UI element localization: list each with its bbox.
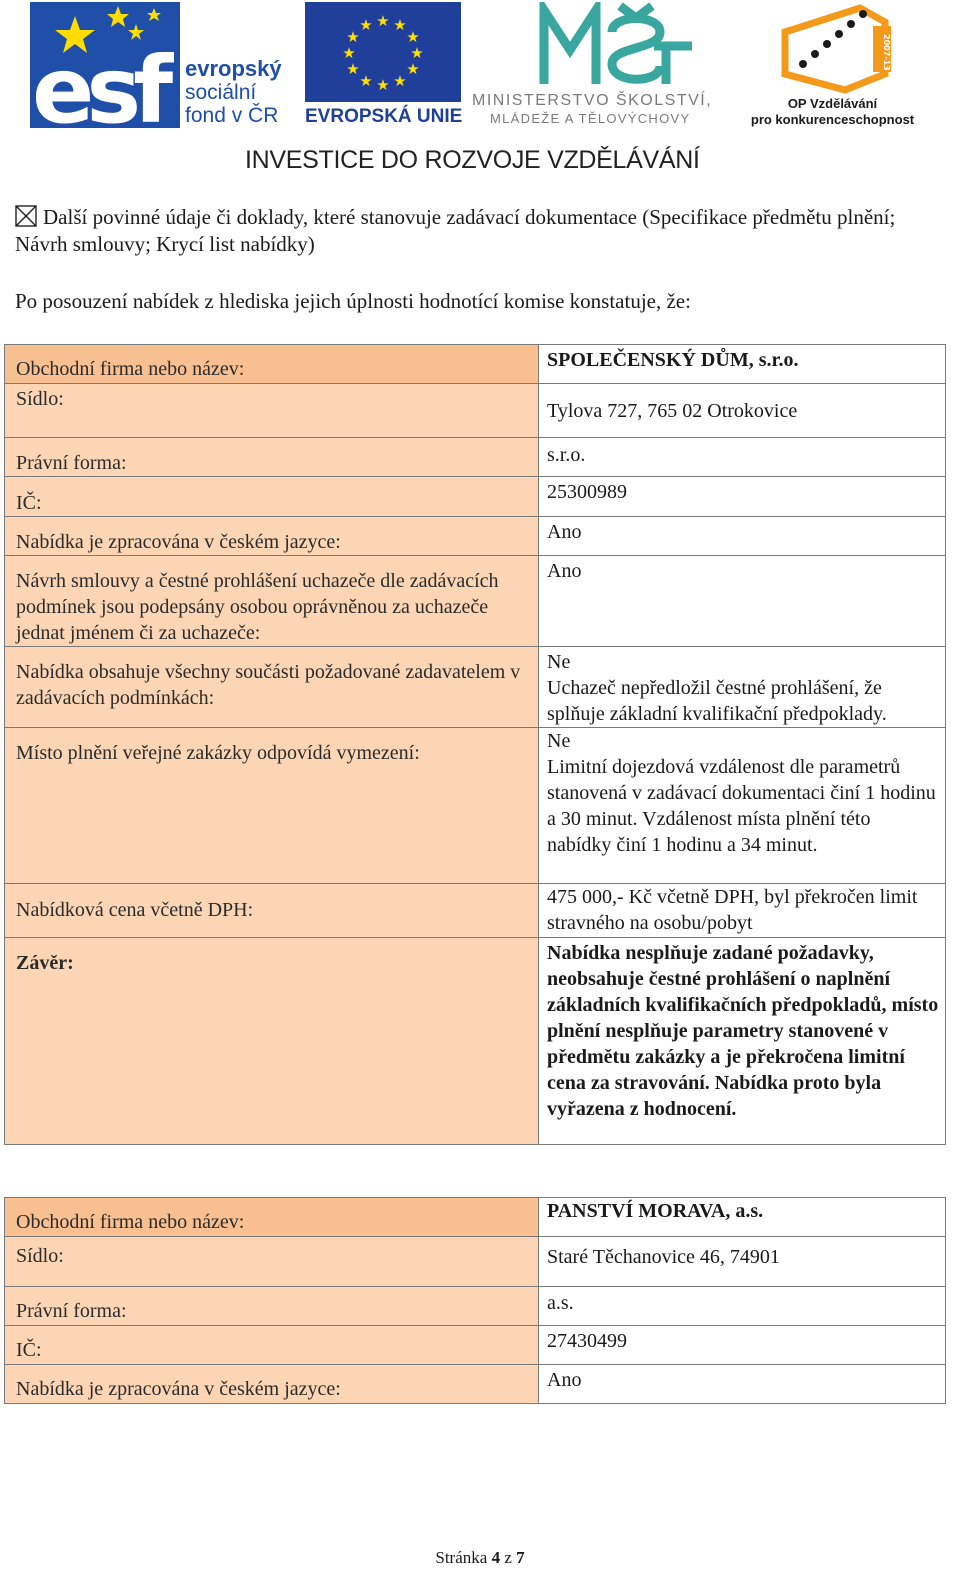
svg-text:★: ★ [342,44,356,62]
label-smlouva: Návrh smlouvy a čestné prohlášení uchazeče dle zadávacích podmínek jsou podepsány osobou oprávněnou za uchazeče jednat jménem či za uchazeče: [5,556,539,647]
value-ic: 25300989 [539,477,946,517]
op-emblem-icon [745,2,920,94]
offer-table-2 [4,1197,946,1404]
label-pravni: Právní forma: [5,438,539,477]
msmt-emblem-icon [470,2,735,88]
label-ic: IČ: [5,477,539,517]
value-sidlo: Staré Těchanovice 46, 74901 [539,1237,946,1287]
footer-mid: z [500,1548,517,1567]
table-row [5,728,946,884]
value-soucasti [539,647,946,728]
table-row [5,647,946,728]
op-logo [745,2,920,128]
value-firma: PANSTVÍ MORAVA, a.s. [539,1198,946,1237]
checked-box-icon [15,205,37,227]
svg-text:★: ★ [359,72,373,90]
eu-flag-icon [305,2,461,102]
eu-logo [305,2,461,128]
label-ic: IČ: [5,1326,539,1365]
esf-text-2: sociální [185,81,257,104]
page-footer [0,1548,960,1568]
table-row [5,556,946,647]
label-cena: Nabídková cena včetně DPH: [5,884,539,938]
logo-header [0,0,960,140]
value-misto-answer: Ne [547,730,571,752]
value-soucasti-note: Uchazeč nepředložil čestné prohlášení, že splňuje základní kvalifikační předpoklady. [547,677,887,725]
value-cena: 475 000,- Kč včetně DPH, byl překročen limit stravného na osobu/pobyt [539,884,946,938]
footer-page: 4 [491,1548,501,1567]
label-jazyk: Nabídka je zpracována v českém jazyce: [5,517,539,556]
svg-text:★: ★ [406,60,420,78]
eu-caption: EVROPSKÁ UNIE [305,106,463,127]
value-smlouva: Ano [539,556,946,647]
label-soucasti: Nabídka obsahuje všechny součásti požadované zadavatelem v zadávacích podmínkách: [5,647,539,728]
esf-logo [30,2,298,128]
footer-prefix: Stránka [435,1548,492,1567]
msmt-logo [470,2,735,128]
offer-table-1 [4,344,946,1145]
label-firma-text: Obchodní firma nebo název [16,358,239,380]
value-ic: 27430499 [539,1326,946,1365]
svg-text:★: ★ [376,76,390,94]
table-row [5,1326,946,1365]
msmt-text-2: MLÁDEŽE A TĚLOVÝCHOVY [490,111,691,126]
label-sidlo: Sídlo: [5,1237,539,1287]
table-row [5,1237,946,1287]
konstatuje-text: Po posouzení nabídek z hlediska jejich úplnosti hodnotící komise konstatuje, že: [15,289,691,313]
label-sidlo: Sídlo: [5,384,539,438]
label-firma-colon: : [238,1211,245,1233]
label-firma-colon: : [238,358,245,380]
table-row [5,884,946,938]
label-firma-text: Obchodní firma nebo název [16,1211,239,1233]
value-pravni: s.r.o. [539,438,946,477]
table-row [5,1287,946,1326]
esf-text-3: fond v ČR [185,104,279,127]
table-row [5,345,946,384]
value-sidlo: Tylova 727, 765 02 Otrokovice [539,384,946,438]
label-misto: Místo plnění veřejné zakázky odpovídá vymezení: [5,728,539,884]
value-jazyk: Ano [539,1365,946,1404]
svg-text:★: ★ [393,72,407,90]
svg-text:★: ★ [406,28,420,46]
op-text-2: pro konkurenceschopnost [750,112,915,127]
op-badge-text: 2007-13 [882,34,891,71]
value-zaver: Nabídka nesplňuje zadané požadavky, neobsahuje čestné prohlášení o naplnění základních kvalifikačních předpokladů, místo plnění nesplňuje parametry stanovené v předmětu zakázky a je překročena limitní cena za stravování. Nabídka proto byla vyřazena z hodnocení. [539,938,946,1145]
svg-text:★: ★ [410,44,424,62]
value-pravni: a.s. [539,1287,946,1326]
svg-text:esf: esf [32,37,166,128]
table-row [5,938,946,1145]
value-misto [539,728,946,884]
esf-emblem-icon [30,2,180,128]
value-soucasti-answer: Ne [547,651,571,673]
label-firma [5,1198,539,1237]
esf-text-1: evropský [185,56,282,81]
svg-text:★: ★ [346,60,360,78]
checkbox-item [15,204,935,258]
value-jazyk: Ano [539,517,946,556]
svg-text:★: ★ [393,16,407,34]
table-row [5,384,946,438]
table-row [5,1198,946,1237]
checkbox-item-text: Další povinné údaje či doklady, které stanovuje zadávací dokumentace (Specifikace předmětu plnění; Návrh smlouvy; Krycí list nabídky) [15,205,896,256]
table-row [5,517,946,556]
svg-text:★: ★ [376,12,390,30]
table-row [5,477,946,517]
op-text-1: OP Vzdělávání [787,96,878,111]
table-row [5,1365,946,1404]
svg-text:★: ★ [346,28,360,46]
footer-total: 7 [516,1548,525,1567]
label-pravni: Právní forma: [5,1287,539,1326]
svg-text:★: ★ [359,16,373,34]
label-firma [5,345,539,384]
value-firma: SPOLEČENSKÝ DŮM, s.r.o. [539,345,946,384]
msmt-text-1: MINISTERSTVO ŠKOLSTVÍ, [472,92,713,109]
label-zaver: Závěr: [5,938,539,1145]
table-row [5,438,946,477]
value-misto-note: Limitní dojezdová vzdálenost dle parametrů stanovená v zadávací dokumentaci činí 1 hodinu a 30 minut. Vzdálenost místa plnění této nabídky činí 1 hodinu a 34 minut. [547,756,936,856]
header-slogan: INVESTICE DO ROZVOJE VZDĚLÁVÁNÍ [245,146,700,174]
label-jazyk: Nabídka je zpracována v českém jazyce: [5,1365,539,1404]
